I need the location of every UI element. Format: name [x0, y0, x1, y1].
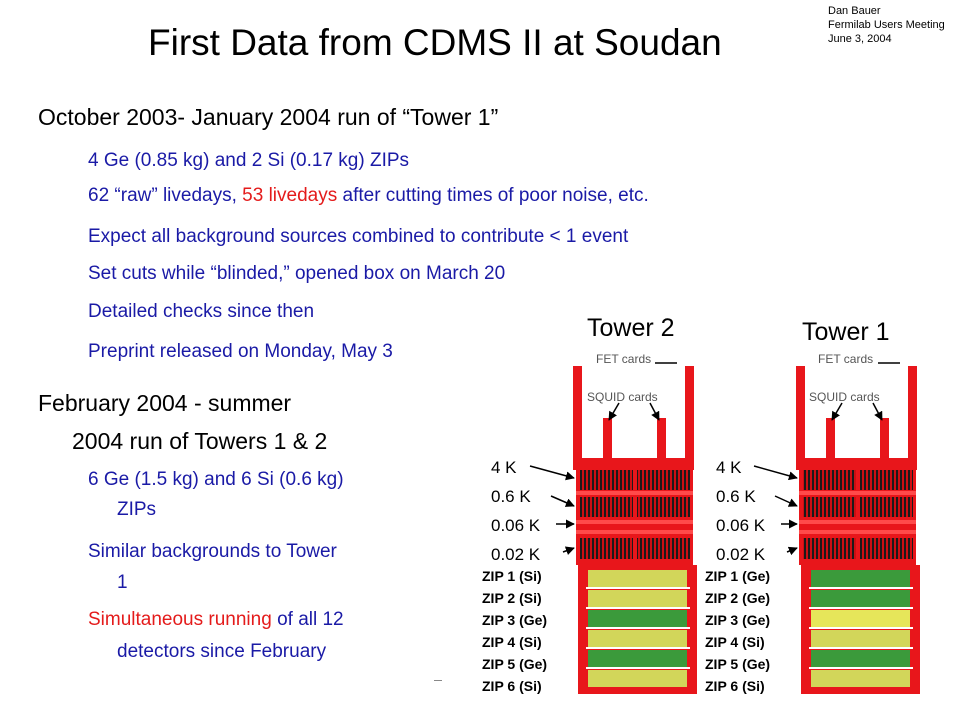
tower-2-zip-4: ZIP 4 (Si): [482, 634, 542, 650]
author-name: Dan Bauer: [828, 5, 881, 17]
run2-bullet-2: Similar backgrounds to Tower: [88, 541, 337, 562]
tower-2-detector-stack: [578, 565, 697, 694]
tower-1-squid-label: SQUID cards: [809, 390, 880, 404]
tower-1-cage: [796, 363, 917, 470]
page-title: First Data from CDMS II at Soudan: [148, 22, 722, 63]
tower-1-zip-1: ZIP 1 (Ge): [705, 568, 771, 584]
tower-1-temp-4k: 4 K: [716, 458, 742, 477]
livedays-highlight: 53 livedays: [242, 185, 338, 206]
run2-bullet-1-cont: ZIPs: [117, 499, 157, 520]
tower-2-zip-slab-5: [588, 650, 687, 667]
run1-bullet-2-b: after cutting times of poor noise, etc.: [337, 185, 649, 206]
run1-bullet-1: 4 Ge (0.85 kg) and 2 Si (0.17 kg) ZIPs: [88, 150, 410, 171]
tower-2-zip-6: ZIP 6 (Si): [482, 678, 542, 694]
tower-1-title: Tower 1: [802, 318, 890, 346]
run2-bullet-2-cont: 1: [117, 572, 128, 593]
tower-1-zip-slab-6: [811, 670, 910, 687]
tower-1-zip-5: ZIP 5 (Ge): [705, 656, 771, 672]
run2-bullet-1: 6 Ge (1.5 kg) and 6 Si (0.6 kg): [88, 469, 344, 490]
tower-2-zip-1: ZIP 1 (Si): [482, 568, 542, 584]
tower-1-fet-label: FET cards: [818, 352, 874, 366]
tower-1-zip-6: ZIP 6 (Si): [705, 678, 765, 694]
tower-1-detector-stack: [801, 565, 920, 694]
run1-bullet-3: Expect all background sources combined to contribute < 1 event: [88, 226, 629, 247]
tower-1-diagram: [754, 363, 920, 694]
tower-1-zip-2: ZIP 2 (Ge): [705, 590, 771, 606]
author-meeting: Fermilab Users Meeting: [828, 19, 945, 31]
tower-2-temp-06k: 0.6 K: [491, 487, 531, 506]
tower-1-zip-4: ZIP 4 (Si): [705, 634, 765, 650]
simultaneous-highlight: Simultaneous running: [88, 609, 272, 630]
author-date: June 3, 2004: [828, 33, 892, 45]
tower-1-zip-slab-2: [811, 590, 910, 607]
run1-bullet-4: Set cuts while “blinded,” opened box on March 20: [88, 263, 506, 284]
run1-bullet-5: Detailed checks since then: [88, 301, 315, 322]
tower-2-zip-slab-2: [588, 590, 687, 607]
run2-bullet-3-rest: of all 12: [271, 609, 344, 630]
tower-1-zip-slab-5: [811, 650, 910, 667]
tower-1-zip-slab-3: [811, 610, 910, 627]
run2-bullet-3-cont: detectors since February: [117, 641, 327, 662]
tower-1-temp-06k: 0.6 K: [716, 487, 756, 506]
run1-bullet-6: Preprint released on Monday, May 3: [88, 341, 393, 362]
tower-2-temp-4k: 4 K: [491, 458, 517, 477]
tower-2-title: Tower 2: [587, 314, 675, 342]
tower-2-zip-3: ZIP 3 (Ge): [482, 612, 548, 628]
run1-bullet-2-a: 62 “raw” livedays,: [88, 185, 243, 206]
tower-1-stage-stack: [754, 466, 916, 565]
tower-2-temp-006k: 0.06 K: [491, 516, 541, 535]
tower-2-zip-5: ZIP 5 (Ge): [482, 656, 548, 672]
run2-heading-line1: February 2004 - summer: [38, 390, 292, 416]
tower-1-zip-slab-1: [811, 570, 910, 587]
tower-2-fet-label: FET cards: [596, 352, 652, 366]
tower-2-squid-label: SQUID cards: [587, 390, 658, 404]
tower-2-zip-2: ZIP 2 (Si): [482, 590, 542, 606]
tower-2-zip-slab-4: [588, 630, 687, 647]
tower-2-stage-stack: [530, 466, 693, 565]
tower-2-cage: [573, 363, 694, 470]
tower-2-zip-slab-1: [588, 570, 687, 587]
tower-2-zip-slab-6: [588, 670, 687, 687]
tower-1-zip-slab-4: [811, 630, 910, 647]
tower-2-diagram: [530, 363, 697, 694]
run1-heading: October 2003- January 2004 run of “Tower 1”: [38, 104, 499, 130]
run2-heading-line2: 2004 run of Towers 1 & 2: [72, 428, 328, 454]
tower-1-temp-002k: 0.02 K: [716, 545, 766, 564]
tower-1-zip-3: ZIP 3 (Ge): [705, 612, 771, 628]
tower-2-zip-slab-3: [588, 610, 687, 627]
tower-1-temp-006k: 0.06 K: [716, 516, 766, 535]
tower-2-temp-002k: 0.02 K: [491, 545, 541, 564]
